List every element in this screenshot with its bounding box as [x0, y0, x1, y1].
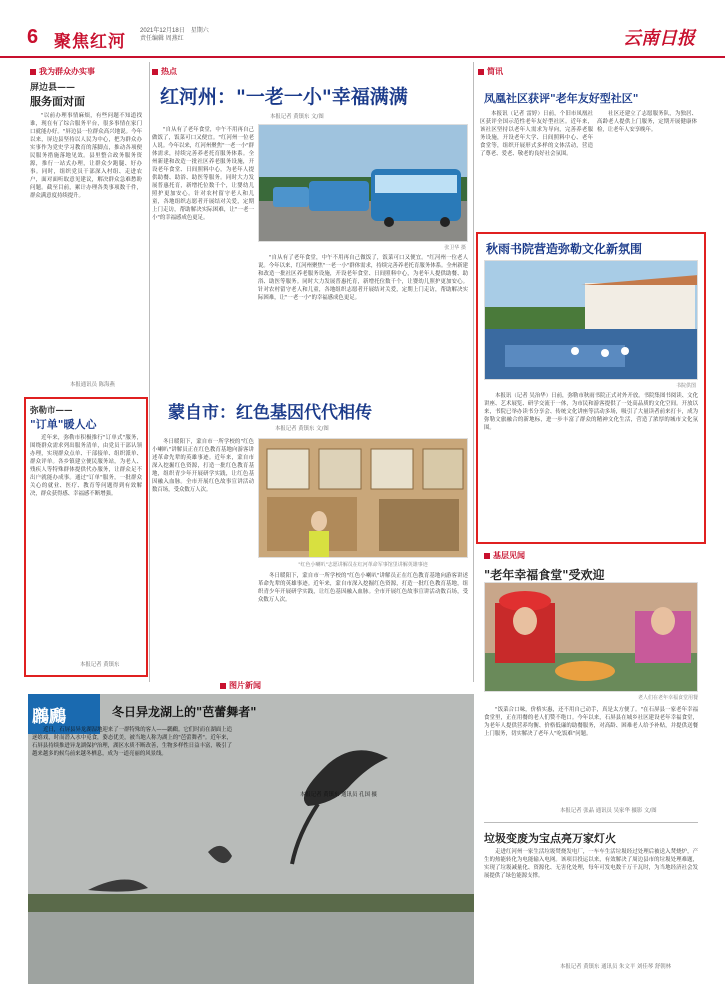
column-divider-right — [473, 62, 474, 682]
photo-news-byline: 本报记者 黄镇东 通讯员 孔国 摄 — [300, 792, 377, 798]
focus-title: "老年幸福食堂"受欢迎 — [484, 568, 605, 582]
museum-photo — [258, 438, 468, 558]
brief-title-1: 凤凰社区获评"老年友好型社区" — [484, 92, 639, 105]
garbage-byline: 本报记者 黄镇东 通讯员 朱文平 刘佳琴 舒朝林 — [560, 964, 671, 970]
column-label-brief: 简讯 — [478, 66, 503, 77]
hotspot-body-2: 冬日暖阳下，蒙自市一所学校的"红色小喇叭"讲解员正在红色教育基地向游客讲述革命先辈的英雄事迹。近年来，蒙自市深入挖掘红色资源，打造一批红色教育基地，组织青少年开展研学实践，让红色基因融入血脉。全市开展红色故事宣讲活动数百场，受众数万人次。 — [152, 439, 254, 493]
academy-photo-credit: 书院供图 — [675, 383, 696, 389]
hotspot-body-2b: 冬日暖阳下，蒙自市一所学校的"红色小喇叭"讲解员正在红色教育基地向游客讲述革命先辈的英雄事迹。近年来，蒙自市深入挖掘红色资源，打造一批红色教育基地，组织青少年开展研学实践，让红色基因融入血脉。全市开展红色故事宣讲活动数百场，受众数万人次。 — [258, 573, 468, 603]
canteen-photo-art — [485, 583, 698, 692]
photo-news-body: 近日，石屏县异龙湖湿地迎来了一群特殊的客人——鸊鷉。它们时而在湖面上追逐嬉戏，时而潜入水中觅食，姿态优美，被当地人称为湖上的"芭蕾舞者"。近年来，石屏县持续推进异龙湖保护治理，湖区水质不断改善，生物多样性日益丰富，吸引了越来越多的候鸟前来越冬栖息，成为一道亮丽的风景线。 — [32, 727, 232, 757]
section-title: 聚焦红河 — [54, 32, 126, 51]
hotspot-body-1b: "自从有了老年食堂，中午不用再自己做饭了，饭菜可口又便宜。"红河州一位老人说。今年以来，红河州聚焦"一老一小"群体需求，持续完善养老托育服务体系。全州新建和改造一批社区养老服务设施，开设老年食堂、日间照料中心，为老年人提供助餐、助浴、助医等服务。同时大力发展普惠托育，新增托位数千个，让婴幼儿照护更加安心。针对农村留守老人和儿童，各地组织志愿者开展结对关爱，定期上门走访，帮助解决实际困难，让"一老一小"的幸福感成色更足。 — [258, 255, 468, 301]
focus-byline: 本报记者 张晶 通讯员 吴家华 摄影 文/图 — [560, 808, 657, 814]
divider-focus — [484, 822, 698, 823]
column-label-focus: 基层见闻 — [484, 550, 525, 561]
academy-photo-art — [485, 261, 698, 380]
page-editor: 责任编辑 周燕红 — [140, 36, 184, 42]
column-label-photo: 图片新闻 — [220, 680, 261, 691]
brief-body-1b: 社区还建立了志愿服务队，为独居、高龄老人提供上门服务，定期开展健康体检，让老年人安享晚年。 — [597, 111, 697, 133]
garbage-title: 垃圾变废为宝点亮万家灯火 — [484, 832, 616, 845]
story2-byline: 本报记者 黄镇东 — [80, 662, 120, 668]
story1-byline: 本报通讯员 陈海燕 — [70, 382, 115, 388]
bus-photo-credit: 张卫华 摄 — [444, 245, 466, 251]
story2-title: "订单"暖人心 — [30, 418, 97, 431]
issue-date: 2021年12月18日 星期六 — [140, 28, 209, 34]
bus-photo-art — [259, 125, 468, 242]
canteen-photo-caption: 老人们在老年幸福食堂用餐 — [637, 695, 698, 701]
column-label-hotspot: 热点 — [152, 66, 177, 77]
garbage-body: 走进红河州一家生活垃圾焚烧发电厂，一车车生活垃圾经过处理后被送入焚烧炉，产生的热能转化为电能输入电网。该项目投运以来，有效解决了周边县市的垃圾处理难题，实现了垃圾减量化、资源化、无害化处理，每年可发电数千万千瓦时，为当地经济社会发展提供了绿色能源支撑。 — [484, 849, 698, 879]
masthead — [0, 0, 725, 58]
hotspot-byline-2: 本报记者 黄镇东 文/图 — [275, 426, 329, 432]
masthead-meta — [140, 27, 209, 43]
brief-title-2: 秋雨书院营造弥勒文化新氛围 — [486, 242, 643, 256]
story2-body: 近年来，弥勒市积极推行"订单式"服务，围绕群众需求列出服务清单，由党员干部认领办理，实现群众点单、干部接单、组织派单、群众评单。各乡镇建立便民服务站，为老人、残疾人等特殊群体提供代办服务，让群众足不出户就能办成事。通过"订单"服务，一批群众关心的就业、医疗、教育等问题得到有效解决，群众获得感、幸福感不断增强。 — [30, 435, 142, 497]
column-divider — [149, 62, 150, 682]
column-label-service: 我为群众办实事 — [30, 66, 95, 77]
photo-news-title: 冬日异龙湖上的"芭蕾舞者" — [112, 705, 257, 719]
academy-photo — [484, 260, 698, 380]
hotspot-byline-1: 本报记者 黄镇东 文/图 — [270, 114, 324, 120]
page-number: 6 — [27, 26, 39, 48]
hotspot-title-2: 蒙自市：红色基因代代相传 — [168, 403, 372, 423]
brief-body-2: 本报讯（记者 吴治华）日前，弥勒市秋雨书院正式对外开放。书院集图书阅读、文化讲座、艺术展览、研学交流于一体，为市民和游客提供了一处高品质的文化空间。开放以来，书院已举办读书分享会、传统文化讲座等活动多场，吸引了大量读者前来打卡，成为弥勒文旅融合的新地标，进一步丰富了群众的精神文化生活，营造了浓厚的城市文化氛围。 — [484, 393, 698, 431]
paper-name: 云南日报 — [623, 28, 695, 49]
story1-kicker: 屏边县—— — [30, 83, 76, 93]
story2-kicker: 弥勒市—— — [30, 406, 73, 416]
museum-photo-art — [259, 439, 468, 558]
hotspot-body-1: "自从有了老年食堂，中午不用再自己做饭了，饭菜可口又便宜。"红河州一位老人说。今年以来，红河州聚焦"一老一小"群体需求，持续完善养老托育服务体系。全州新建和改造一批社区养老服务设施，开设老年食堂、日间照料中心，为老年人提供助餐、助浴、助医等服务。同时大力发展普惠托育，新增托位数千个，让婴幼儿照护更加安心。针对农村留守老人和儿童，各地组织志愿者开展结对关爱，定期上门走访，帮助解决实际困难，让"一老一小"的幸福感成色更足。 — [152, 127, 254, 221]
focus-body: "饭菜合口味，价格实惠，还不用自己动手，真是太方便了。"在石屏县一家老年幸福食堂里，正在用餐的老人们赞不绝口。今年以来，石屏县在城乡社区建设老年幸福食堂，为老年人提供营养均衡、价格低廉的助餐服务，对高龄、困难老人给予补贴，并提供送餐上门服务，切实解决了老年人"吃饭难"问题。 — [484, 707, 698, 737]
hotspot-title-1: 红河州："一老一小"幸福满满 — [160, 86, 408, 108]
photo-news-tag: 鸊鷉 — [32, 707, 66, 727]
bus-photo — [258, 124, 468, 242]
canteen-photo — [484, 582, 698, 692]
museum-photo-caption: "红色小喇叭"志愿讲解员在红河革命军事馆里讲解英雄事迹 — [298, 562, 428, 568]
story1-title: 服务面对面 — [30, 95, 85, 108]
brief-body-1: 本报讯（记者 雷婷）日前，个旧市凤凰社区获评全国示范性老年友好型社区。近年来，该社区坚持以老年人需求为导向，完善养老服务设施，开设老年大学、日间照料中心、老年食堂等，组织开展形式多样的文体活动，营造了尊老、爱老、敬老的良好社会氛围。 — [480, 111, 593, 157]
story1-body: "以前办理事情麻烦，有些问题不知道找谁，现在有了综合服务平台，很多事情在家门口就能办好。"屏边县一位群众高兴地说。今年以来，屏边县坚持以人民为中心，把为群众办实事作为党史学习教育的落脚点，推动各项便民服务措施落地见效。县里整合政务服务资源，推行一站式办理，让群众少跑腿、好办事。同时，组织党员干部深入村组、走进农户，面对面听取意见建议，解决群众急难愁盼问题。截至目前，累计办理各类事项数千件，群众满意度持续提升。 — [30, 113, 142, 199]
